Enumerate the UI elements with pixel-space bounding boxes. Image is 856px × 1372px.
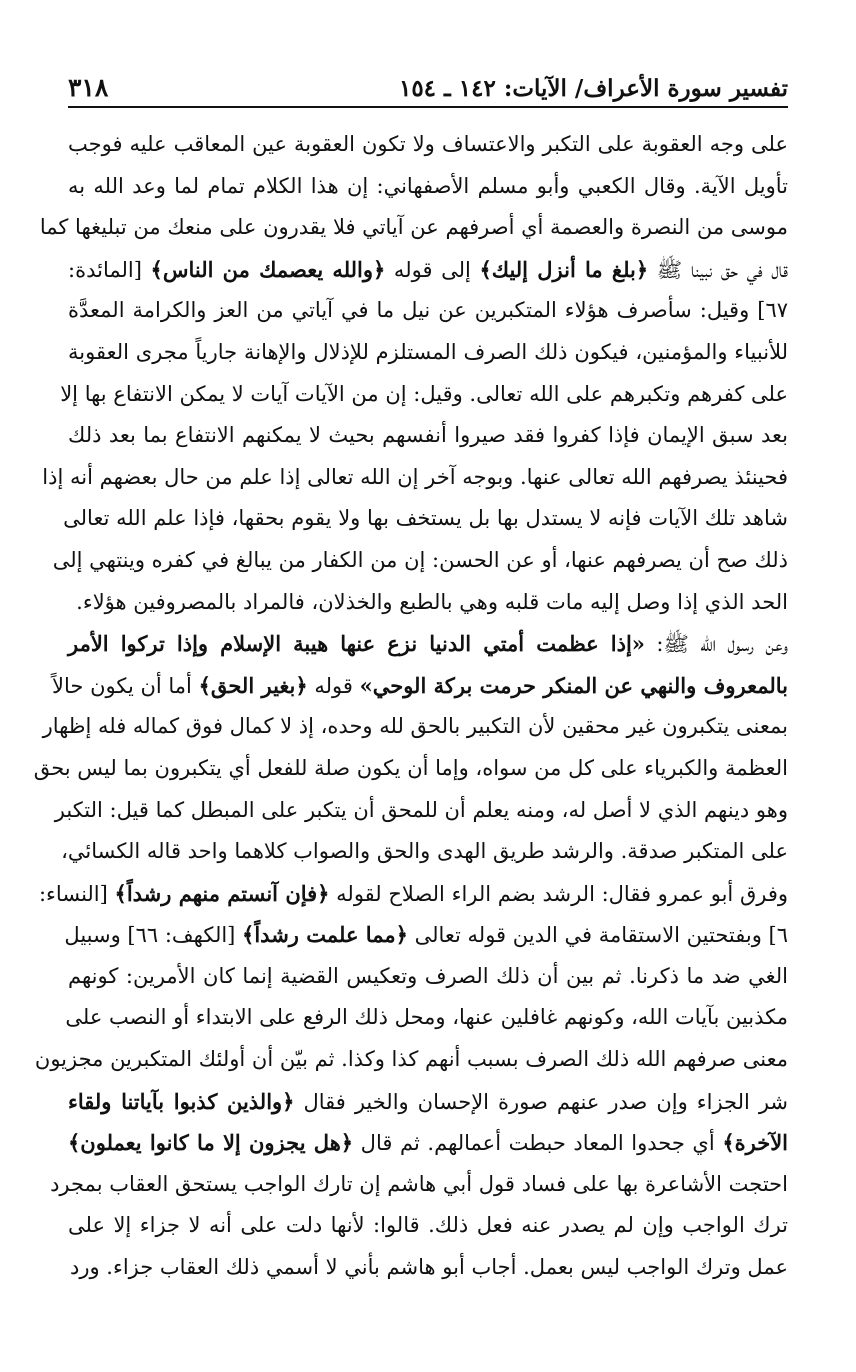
text-line [52, 665, 788, 707]
bold-text-segment: ﴿فإن آنستم منهم رشداً﴾ [114, 880, 330, 906]
text-segment: الحد الذي إذا وصل إليه مات قلبه وهي بالطبع والخذلان، فالمراد بالمصروفين هؤلاء. [76, 589, 788, 614]
text-segment: شاهد تلك الآيات فإنه لا يستدل بها بل يستخف بها ولا يقوم بحقها، فإذا علم الله تعالى [63, 506, 788, 531]
running-title: تفسير سورة الأعراف/ الآيات: ١٤٢ ـ ١٥٤ [398, 75, 788, 102]
text-line [33, 748, 788, 790]
text-line [68, 124, 788, 166]
bold-text-segment: ﴿مما علمت رشداً﴾ [242, 922, 408, 948]
text-segment: احتجت الأشاعرة بها على فساد قول أبي هاشم إن تارك الواجب يستحق العقاب بمجرد [50, 1171, 788, 1196]
text-line [68, 1205, 788, 1247]
text-line [65, 997, 788, 1039]
bold-text-segment: «إذا عظمت أمتي الدنيا نزع عنها هيبة الإسلام وإذا تركوا الأمر [68, 631, 645, 657]
text-line [68, 1081, 788, 1123]
bold-text-segment: الآخرة﴾ [722, 1130, 788, 1156]
text-segment: تأويل الآية. وقال الكعبي وأبو مسلم الأصفهاني: إن هذا الكلام تمام لما وعد الله به [68, 173, 788, 198]
text-line [50, 1164, 788, 1206]
text-segment: فحينئذ يصرفهم الله تعالى عنها. وبوجه آخر إن الله تعالى إذا علم من حال بعضهم أنه إذا [42, 464, 788, 489]
text-segment: على المتكبر صدقة. والرشد طريق الهدى والحق والصواب كلاهما واحد قاله الكسائي، [61, 839, 788, 864]
text-line [34, 1039, 788, 1081]
text-segment: على وجه العقوبة على التكبر والاعتساف ولا تكون العقوبة عين المعاقب عليه فوجب [68, 132, 788, 156]
text-segment: [النساء: [38, 881, 115, 906]
text-line [42, 706, 788, 748]
text-line [60, 374, 788, 416]
text-segment: أي جحدوا المعاد حبطت أعمالهم. ثم قال [353, 1131, 723, 1156]
text-line [54, 790, 788, 832]
page-number: ٣١٨ [68, 73, 109, 102]
text-segment: موسى من النصرة والعصمة أي أصرفهم عن آياتي فلا يقدرون على منعك من تبليغها كما [39, 215, 788, 240]
text-segment: قوله [307, 673, 360, 698]
text-segment: ٦٧] وقيل: سأصرف هؤلاء المتكبرين عن نيل ما في آياتي من العز والكرامة المعدَّة [68, 298, 788, 323]
bold-text-segment: ﴿والله يعصمك من الناس﴾ [150, 256, 386, 282]
text-line [68, 332, 788, 374]
page-header [68, 64, 788, 108]
text-segment: [المائدة: [68, 257, 151, 282]
text-line [52, 540, 788, 582]
bold-text-segment: ﴿هل يجزون إلا ما كانوا يعملون﴾ [68, 1130, 354, 1156]
text-line [68, 290, 788, 332]
text-segment: قال في حق نبينا ﷺ [648, 257, 788, 282]
text-segment: ٦] وبفتحتين الاستقامة في الدين قوله تعالى [407, 923, 788, 948]
text-line [68, 249, 788, 291]
text-line [64, 914, 788, 956]
text-line [63, 498, 788, 540]
text-line [68, 1122, 788, 1164]
text-segment: للأنبياء والمؤمنين، فيكون ذلك الصرف المستلزم للإذلال والإهانة جارياً مجرى العقوبة [68, 339, 788, 364]
bold-text-segment: ﴿بلغ ما أنزل إليك﴾ [479, 256, 649, 282]
text-line [68, 956, 788, 998]
text-line [39, 207, 788, 249]
text-segment: الغي ضد ما ذكرنا. ثم بين أن ذلك الصرف وتعكيس القضية إنما كان الأمرين: كونهم [68, 963, 788, 988]
bold-text-segment: ﴿والذين كذبوا بآياتنا ولقاء [68, 1088, 295, 1114]
text-segment: بعد سبق الإيمان فإذا كفروا فقد صيروا أنفسهم بحيث لا يمكنهم الانتفاع بما بعد ذلك [68, 423, 788, 448]
text-segment: ترك الواجب وإن لم يصدر عنه فعل ذلك. قالوا: لأنها دلت على أنه لا جزاء إلا على [68, 1213, 788, 1238]
text-segment: وعن رسول الله ﷺ: [644, 632, 788, 657]
text-segment: مكذبين بآيات الله، وكونهم غافلين عنها، ومحل ذلك الرفع على الابتداء أو النصب على [65, 1005, 788, 1030]
text-line [42, 457, 788, 499]
text-segment: معنى صرفهم الله ذلك الصرف بسبب أنهم كذا وكذا. ثم بيّن أن أولئك المتكبرين مجزيون [34, 1047, 788, 1072]
text-segment: [الكهف: ٦٦] وسبيل [64, 923, 243, 948]
text-segment: ذلك صح أن يصرفهم عنها، أو عن الحسن: إن من الكفار من يبالغ في كفره وينتهي إلى [52, 547, 788, 572]
text-line [38, 873, 788, 915]
text-segment: عمل وترك الواجب ليس بعمل. أجاب أبو هاشم بأني لا أسمي ذلك العقاب جزاء. ورد [69, 1255, 788, 1280]
text-line [68, 582, 788, 624]
bold-text-segment: بالمعروف والنهي عن المنكر حرمت بركة الوحي» [359, 672, 788, 698]
text-segment: على كفرهم وتكبرهم على الله تعالى. وقيل: إن من الآيات آيات لا يمكن الانتفاع بها إلا [60, 381, 788, 406]
text-segment: وهو دينهم الذي لا أصل له، ومنه يعلم أن للمحق أن يتكبر على المبطل كما قيل: التكبر [54, 797, 788, 822]
text-line [61, 831, 788, 873]
text-line [68, 1247, 788, 1289]
bold-text-segment: ﴿بغير الحق﴾ [198, 672, 308, 698]
text-segment: وفرق أبو عمرو فقال: الرشد بضم الراء الصلاح لقوله [329, 881, 788, 906]
text-segment: شر الجزاء وإن صدر عنهم صورة الإحسان والخير فقال [294, 1089, 789, 1114]
text-line [68, 166, 788, 208]
body-text [33, 124, 789, 1289]
text-line [68, 415, 788, 457]
text-segment: إلى قوله [385, 257, 480, 282]
text-segment: بمعنى يتكبرون غير محقين لأن التكبير بالحق لله وحده، إذ لا كمال فوق كماله فله إظهار [42, 714, 788, 739]
text-segment: أما أن يكون حالاً [52, 673, 199, 698]
text-line [68, 623, 788, 665]
text-segment: العظمة والكبرياء على كل من سواه، وإما أن يكون صلة للفعل أي يتكبرون بما ليس بحق [33, 755, 788, 780]
